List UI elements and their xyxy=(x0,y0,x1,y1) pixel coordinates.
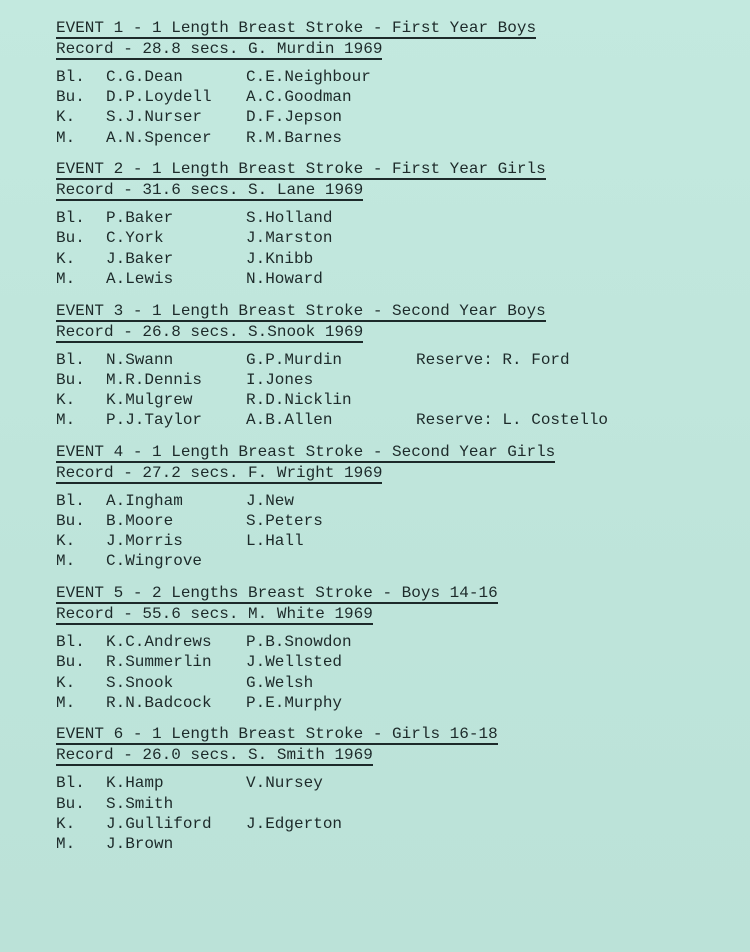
competitor-1: J.Morris xyxy=(106,532,183,551)
event-title-line xyxy=(56,442,736,463)
competitor-1: J.Baker xyxy=(106,249,174,268)
event-record-line xyxy=(56,604,736,625)
entry-row xyxy=(56,693,736,713)
house-code: Bl. xyxy=(56,209,85,228)
spacer xyxy=(56,625,736,632)
house-code: Bl. xyxy=(56,68,85,86)
house-code: M. xyxy=(56,693,76,712)
event-block xyxy=(56,724,736,865)
event-block xyxy=(56,301,736,442)
entry-row xyxy=(56,390,736,410)
event-block xyxy=(56,18,736,159)
house-code: M. xyxy=(56,835,76,854)
entry-row xyxy=(56,249,736,269)
entry-row xyxy=(56,128,736,148)
competitor-1: C.Wingrove xyxy=(106,552,203,571)
house-code: M. xyxy=(56,552,76,571)
event-list xyxy=(56,18,736,866)
competitor-2: L.Hall xyxy=(246,532,304,551)
house-code: K. xyxy=(56,673,76,692)
competitor-1: S.Snook xyxy=(106,673,174,692)
spacer xyxy=(56,60,736,67)
house-code: K. xyxy=(56,532,76,551)
house-code: Bu. xyxy=(56,88,85,107)
competitor-2: P.E.Murphy xyxy=(246,693,343,712)
entry-row xyxy=(56,410,736,430)
event-title-line xyxy=(56,159,736,180)
event-record-line xyxy=(56,463,736,484)
competitor-1: P.Baker xyxy=(106,209,174,228)
event-title-line xyxy=(56,724,736,745)
spacer xyxy=(56,766,736,773)
event-record: Record - 26.8 secs. S.Snook 1969 xyxy=(56,322,364,341)
competitor-2: S.Peters xyxy=(246,512,323,531)
competitor-1: A.N.Spencer xyxy=(106,128,212,147)
competitor-1: K.Mulgrew xyxy=(106,390,193,409)
competitor-2: J.Marston xyxy=(246,229,333,248)
entry-row xyxy=(56,531,736,551)
event-record: Record - 27.2 secs. F. Wright 1969 xyxy=(56,463,383,482)
entry-row xyxy=(56,208,736,228)
house-code: Bl. xyxy=(56,633,85,652)
house-code: K. xyxy=(56,390,76,409)
entry-row xyxy=(56,652,736,672)
competitor-1: J.Brown xyxy=(106,835,174,854)
house-code: Bu. xyxy=(56,229,85,248)
competitor-2: P.B.Snowdon xyxy=(246,633,352,652)
reserve-entry: Reserve: L. Costello xyxy=(416,411,609,430)
event-block xyxy=(56,159,736,300)
event-record-line xyxy=(56,745,736,766)
event-title: EVENT 2 - 1 Length Breast Stroke - First Year Girls xyxy=(56,160,546,179)
house-code: Bu. xyxy=(56,653,85,672)
event-record: Record - 28.8 secs. G. Murdin 1969 xyxy=(56,40,383,58)
spacer xyxy=(56,343,736,350)
entry-row xyxy=(56,269,736,289)
competitor-2: G.P.Murdin xyxy=(246,350,343,369)
competitor-2: J.Knibb xyxy=(246,249,314,268)
house-code: Bl. xyxy=(56,774,85,793)
entry-row xyxy=(56,551,736,571)
entry-row xyxy=(56,834,736,854)
competitor-2: D.F.Jepson xyxy=(246,108,343,127)
house-code: K. xyxy=(56,814,76,833)
spacer xyxy=(56,201,736,208)
competitor-2: I.Jones xyxy=(246,370,314,389)
house-code: K. xyxy=(56,108,76,127)
entry-row xyxy=(56,794,736,814)
event-title-line xyxy=(56,583,736,604)
competitor-1: P.J.Taylor xyxy=(106,411,203,430)
house-code: Bl. xyxy=(56,491,85,510)
competitor-2: R.M.Barnes xyxy=(246,128,343,147)
entry-row xyxy=(56,370,736,390)
event-record-line xyxy=(56,180,736,201)
event-title-line xyxy=(56,301,736,322)
competitor-2: C.E.Neighbour xyxy=(246,68,371,86)
reserve-entry: Reserve: R. Ford xyxy=(416,350,570,369)
event-title: EVENT 3 - 1 Length Breast Stroke - Second Year Boys xyxy=(56,301,546,320)
competitor-1: D.P.Loydell xyxy=(106,88,212,107)
entry-row xyxy=(56,491,736,511)
competitor-1: K.C.Andrews xyxy=(106,633,212,652)
event-record-line xyxy=(56,322,736,343)
house-code: Bl. xyxy=(56,350,85,369)
competitor-1: C.York xyxy=(106,229,164,248)
competitor-2: A.C.Goodman xyxy=(246,88,352,107)
competitor-2: J.New xyxy=(246,491,295,510)
entry-row xyxy=(56,350,736,370)
competitor-2: R.D.Nicklin xyxy=(246,390,352,409)
competitor-2: J.Wellsted xyxy=(246,653,343,672)
competitor-1: A.Lewis xyxy=(106,269,174,288)
competitor-1: R.Summerlin xyxy=(106,653,212,672)
entry-row xyxy=(56,107,736,127)
entry-row xyxy=(56,814,736,834)
event-title: EVENT 1 - 1 Length Breast Stroke - First Year Boys xyxy=(56,19,537,37)
competitor-2: S.Holland xyxy=(246,209,333,228)
event-title: EVENT 5 - 2 Lengths Breast Stroke - Boys 14-16 xyxy=(56,584,498,603)
competitor-1: M.R.Dennis xyxy=(106,370,203,389)
competitor-2: A.B.Allen xyxy=(246,411,333,430)
house-code: Bu. xyxy=(56,512,85,531)
event-block xyxy=(56,583,736,724)
competitor-1: R.N.Badcock xyxy=(106,693,212,712)
house-code: M. xyxy=(56,269,76,288)
house-code: M. xyxy=(56,128,76,147)
competitor-2: G.Welsh xyxy=(246,673,314,692)
event-record: Record - 31.6 secs. S. Lane 1969 xyxy=(56,181,364,200)
event-title: EVENT 4 - 1 Length Breast Stroke - Second Year Girls xyxy=(56,442,556,461)
event-record-line xyxy=(56,39,736,60)
competitor-2: V.Nursey xyxy=(246,774,323,793)
competitor-1: N.Swann xyxy=(106,350,174,369)
spacer xyxy=(56,484,736,491)
entry-row xyxy=(56,511,736,531)
competitor-1: C.G.Dean xyxy=(106,68,183,86)
entry-row xyxy=(56,228,736,248)
house-code: K. xyxy=(56,249,76,268)
event-record: Record - 26.0 secs. S. Smith 1969 xyxy=(56,746,373,765)
entry-row xyxy=(56,87,736,107)
competitor-1: S.Smith xyxy=(106,794,174,813)
entry-row xyxy=(56,67,736,87)
competitor-1: K.Hamp xyxy=(106,774,164,793)
competitor-1: A.Ingham xyxy=(106,491,183,510)
house-code: Bu. xyxy=(56,794,85,813)
competitor-2: J.Edgerton xyxy=(246,814,343,833)
competitor-1: B.Moore xyxy=(106,512,174,531)
event-record: Record - 55.6 secs. M. White 1969 xyxy=(56,605,373,624)
entry-row xyxy=(56,632,736,652)
house-code: Bu. xyxy=(56,370,85,389)
event-title-line xyxy=(56,18,736,39)
house-code: M. xyxy=(56,411,76,430)
event-title: EVENT 6 - 1 Length Breast Stroke - Girls 16-18 xyxy=(56,725,498,744)
competitor-1: S.J.Nurser xyxy=(106,108,203,127)
competitor-2: N.Howard xyxy=(246,269,323,288)
event-block xyxy=(56,442,736,583)
entry-row xyxy=(56,773,736,793)
competitor-1: J.Gulliford xyxy=(106,814,212,833)
entry-row xyxy=(56,673,736,693)
